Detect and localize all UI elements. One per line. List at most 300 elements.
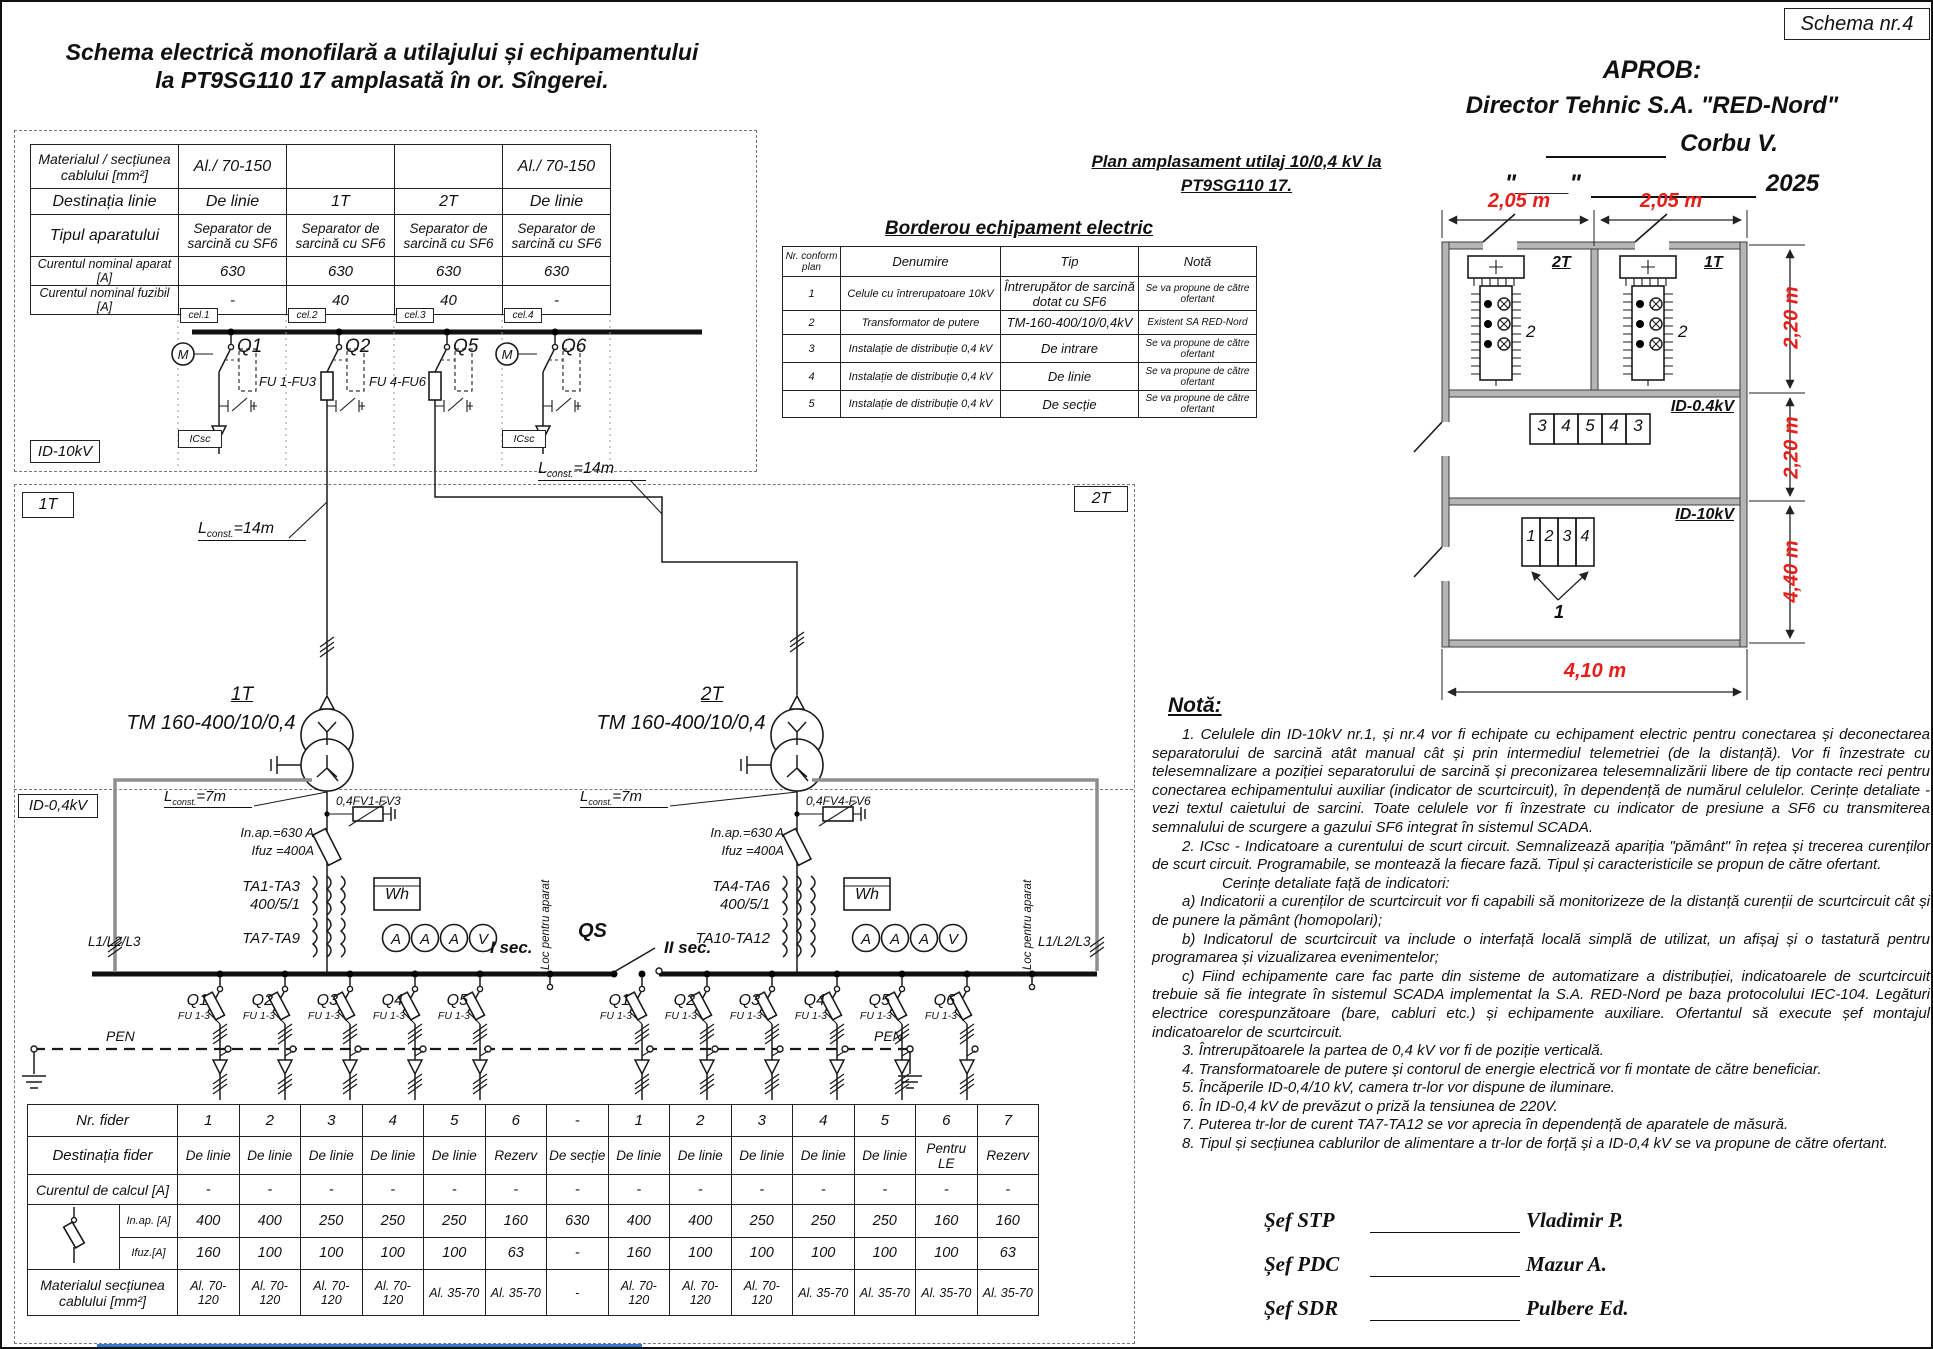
fider-cell: 160 <box>977 1205 1039 1238</box>
signature-role: Șef STP <box>1264 1208 1335 1232</box>
page-title-line2: la PT9SG110 17 amplasată în or. Sîngerei. <box>155 67 609 93</box>
feeder <box>333 971 361 1101</box>
cable-cell: Al./ 70-150 <box>503 145 611 189</box>
signature-name: Vladimir P. <box>1526 1208 1624 1232</box>
note-7: 7. Puterea tr-lor de curent TA7-TA12 se vor aprecia în dependență de aparatele de măsură. <box>1182 1116 1789 1134</box>
l-prefix: L <box>538 460 547 477</box>
feeder-fuse-label: FU 1-3 <box>242 1010 275 1022</box>
cable-cell: 630 <box>287 257 395 286</box>
pen-line <box>22 1046 922 1088</box>
fider-cell: - <box>362 1175 424 1205</box>
fider-cell: De linie <box>854 1137 916 1175</box>
ammeter-icon: A <box>889 931 901 948</box>
plan-header-line2: PT9SG110 17. <box>1180 176 1293 195</box>
fider-cell: Al. 35-70 <box>485 1270 547 1316</box>
signature-blank <box>1546 134 1666 158</box>
fider-cell: Al. 35-70 <box>793 1270 855 1316</box>
cable-cell <box>287 145 395 189</box>
note-8: 8. Tipul și secțiunea cablurilor de alimentare a tr-lor de forță și a ID-0,4 kV se va propune de către ofertant. <box>1182 1135 1888 1153</box>
fider-table <box>27 1104 1039 1316</box>
l-prefix: L <box>580 788 589 805</box>
fider-cell: 250 <box>301 1205 363 1238</box>
transformer-2t-name: 2T <box>700 684 724 705</box>
fider-cell: - <box>608 1175 670 1205</box>
plan-cell-digit: 1 <box>1526 528 1536 545</box>
plan-transformer-2t <box>1468 256 1524 386</box>
note-6: 6. În ID-0,4 kV de prevăzut o priză la tensiunea de 220V. <box>1182 1097 1558 1115</box>
fider-cell: De linie <box>608 1137 670 1175</box>
phases-label: L1/L2/L3 <box>88 934 141 949</box>
feeder-switch-label: Q4 <box>803 992 825 1009</box>
cable-cell: De linie <box>179 189 287 215</box>
fider-cell: - <box>854 1175 916 1205</box>
section-switch-label: QS <box>578 920 607 942</box>
fider-row-label: Destinația fider <box>28 1137 178 1175</box>
date-quotes: "____" <box>1504 170 1581 197</box>
spare-place-label: Loc pentru aparat <box>540 879 552 970</box>
bottom-accent-line <box>97 1344 642 1347</box>
fider-cell: - <box>547 1105 609 1137</box>
plan-transformer-tag: 2 <box>1526 322 1536 341</box>
motor-icon: M <box>177 347 189 362</box>
note-requirements: Cerințe detaliate față de indicatori: <box>1222 874 1450 892</box>
voltmeter-icon: V <box>477 931 489 948</box>
fider-cell: - <box>239 1175 301 1205</box>
note-c: c) Fiind echipamente care fac parte din sisteme de automatizare a distribuției, indicatoarele de scurtcircuit trebuie să fie integrate în sistemul SCADA implementat la S.A. RED-Nord pe baza protocolului IEC-104. Legături electrice corespunzătoare (bare, cabluri etc.) și echipamente auxiliare. Ofertantul să execute șef montajul indicatoarelor de scurtcircuit. <box>1152 967 1930 1041</box>
fider-cell: Al. 70-120 <box>239 1270 301 1316</box>
fider-cell: De linie <box>793 1137 855 1175</box>
ifuz-value: Ifuz =400A <box>721 843 784 858</box>
l-value: =14m <box>233 520 275 537</box>
signature-name: Mazur A. <box>1526 1252 1607 1276</box>
plan-room-2t: 2T <box>1552 254 1571 271</box>
fv-fuse-label: 0,4FV1-FV3 <box>336 794 401 808</box>
fider-cell: - <box>731 1175 793 1205</box>
plan-dim-room1: 2,20 m <box>1780 286 1803 349</box>
cable-cell: Al./ 70-150 <box>179 145 287 189</box>
borderou-cell: Se va propune de către ofertant <box>1139 391 1257 418</box>
fider-cell: 630 <box>547 1205 609 1238</box>
fider-cell: 7 <box>977 1105 1039 1137</box>
plan-dim-room3: 4,40 m <box>1780 540 1803 603</box>
l-sub: const. <box>588 797 613 807</box>
fider-cell: 63 <box>977 1237 1039 1270</box>
fider-cell: De linie <box>362 1137 424 1175</box>
cell-tag: cel.1 <box>180 308 218 323</box>
note-3: 3. Întrerupătoarele la partea de 0,4 kV vor fi de poziție verticală. <box>1182 1042 1604 1060</box>
feeder-fuse-label: FU 1-3 <box>177 1010 210 1022</box>
borderou-header: Denumire <box>841 247 1001 277</box>
fider-cell: 100 <box>301 1237 363 1270</box>
switch-label-q1: Q1 <box>237 336 263 357</box>
cable-cell: Separator de sarcină cu SF6 <box>395 215 503 257</box>
plan-transformer-tag: 2 <box>1678 322 1688 341</box>
fider-cell: - <box>301 1175 363 1205</box>
spare-place-label: Loc pentru aparat <box>1022 879 1034 970</box>
cable-row-label: Tipul aparatului <box>31 215 179 257</box>
cable-row-label: Materialul / secțiunea cablului [mm²] <box>31 145 179 189</box>
fuse-label-fu1-fu3: FU 1-FU3 <box>258 374 316 389</box>
cable-cell: - <box>503 286 611 315</box>
fider-cell: 6 <box>485 1105 547 1137</box>
fuse-label-fu4-fu6: FU 4-FU6 <box>368 374 426 389</box>
fider-cell: 100 <box>731 1237 793 1270</box>
fider-cell: - <box>670 1175 732 1205</box>
feeder <box>268 971 296 1101</box>
transformer-1t-name: 1T <box>230 684 254 705</box>
ammeter-icon: A <box>918 931 930 948</box>
section-label-1t: 1T <box>22 492 74 518</box>
plan-cell-digit: 4 <box>1609 416 1619 435</box>
feeder-fuse-label: FU 1-3 <box>307 1010 340 1022</box>
ammeter-icon: A <box>448 931 460 948</box>
fider-cell: De linie <box>301 1137 363 1175</box>
borderou-header: Notă <box>1139 247 1257 277</box>
switch-label-q5: Q5 <box>453 336 479 357</box>
cable-row-label: Destinația linie <box>31 189 179 215</box>
switch-label-q2: Q2 <box>345 336 371 357</box>
cable-table <box>30 144 611 315</box>
fider-cell: 100 <box>362 1237 424 1270</box>
borderou-cell: Instalație de distribuție 0,4 kV <box>841 391 1001 418</box>
busbar-section-1-label: I sec. <box>490 938 533 957</box>
ammeter-icon: A <box>860 931 872 948</box>
fider-cell: Al. 35-70 <box>424 1270 486 1316</box>
cable-cell: Separator de sarcină cu SF6 <box>503 215 611 257</box>
fider-cell: 400 <box>178 1205 240 1238</box>
inap-value: In.ap.=630 A <box>710 825 784 840</box>
borderou-cell: Se va propune de către ofertant <box>1139 277 1257 311</box>
feeder-switch-label: Q5 <box>446 992 468 1009</box>
cable-row-label: Curentul nominal fuzibil [A] <box>31 286 179 315</box>
approval-role: Director Tehnic S.A. "RED-Nord" <box>1465 92 1839 119</box>
borderou-cell: Existent SA RED-Nord <box>1139 311 1257 335</box>
cable-cell: - <box>179 286 287 315</box>
borderou-cell: 1 <box>783 277 841 311</box>
borderou-header: Tip <box>1001 247 1139 277</box>
plan-cell-digit: 3 <box>1633 416 1643 435</box>
l-value: =14m <box>573 460 615 477</box>
fider-cell: 6 <box>916 1105 978 1137</box>
note-2: 2. ICsc - Indicatoare a curentului de scurt circuit. Semnalizează apariția "pământ" în rețea și trecerea curenților de scurt circuit. Programabile, se montează la fiecare fază. Tipul și caracteristicile se propun de către ofertant. <box>1152 837 1930 874</box>
fider-cell: 5 <box>854 1105 916 1137</box>
feeder <box>203 971 231 1101</box>
fider-cell: 1 <box>178 1105 240 1137</box>
fider-cell: Rezerv <box>485 1137 547 1175</box>
cable-cell: 630 <box>179 257 287 286</box>
cable-cell: Separator de sarcină cu SF6 <box>287 215 395 257</box>
fider-row-label: Nr. fider <box>28 1105 178 1137</box>
ct-label-ta1-ta3: TA1-TA3 <box>242 878 300 895</box>
feeder-switch-label: Q4 <box>381 992 403 1009</box>
section-label-id10kv: ID-10kV <box>30 440 100 463</box>
fider-cell: 160 <box>485 1205 547 1238</box>
borderou-cell: Instalație de distribuție 0,4 kV <box>841 363 1001 391</box>
feeder <box>398 971 426 1101</box>
fider-cell: 100 <box>239 1237 301 1270</box>
fider-cell: 2 <box>239 1105 301 1137</box>
note-a: a) Indicatorii a curenților de scurtcircuit vor fi capabili să monitorizeze de la distanță curenții de scurtcircuit cât și de punere la pământ (homopolari); <box>1152 893 1930 929</box>
fider-cell: 400 <box>608 1205 670 1238</box>
fider-cell: 250 <box>731 1205 793 1238</box>
fider-cell: - <box>547 1270 609 1316</box>
signature-block <box>1264 1208 1744 1340</box>
fider-row-label: Ifuz.[A] <box>120 1237 178 1270</box>
fider-row-label: Materialul secțiunea cablului [mm²] <box>28 1270 178 1316</box>
signature-line <box>1370 1212 1520 1233</box>
borderou-header: Nr. conform plan <box>783 247 841 277</box>
feeder-switch-label: Q1 <box>608 992 630 1009</box>
fider-cell: 400 <box>670 1205 732 1238</box>
floor-plan <box>1414 210 1805 700</box>
feeder <box>463 971 491 1101</box>
fider-cell: Al. 70-120 <box>608 1270 670 1316</box>
signature-line <box>1370 1300 1520 1321</box>
section-label-id04kv: ID-0,4kV <box>18 794 98 818</box>
cable-cell: De linie <box>503 189 611 215</box>
borderou-cell: Se va propune de către ofertant <box>1139 335 1257 363</box>
cable-length-label <box>538 460 646 481</box>
fider-cell: Al. 70-120 <box>362 1270 424 1316</box>
fider-cell: Al. 35-70 <box>854 1270 916 1316</box>
fider-cell: Al. 70-120 <box>731 1270 793 1316</box>
plan-dim-room2: 2,20 m <box>1780 416 1803 479</box>
borderou-cell: Instalație de distribuție 0,4 kV <box>841 335 1001 363</box>
fider-cell: - <box>793 1175 855 1205</box>
fider-cell: 100 <box>793 1237 855 1270</box>
l-value: =7m <box>196 788 226 805</box>
cable-cell: 2T <box>395 189 503 215</box>
note-5: 5. Încăperile ID-0,4/10 kV, camera tr-lor vor dispune de iluminare. <box>1182 1079 1615 1097</box>
icsc-indicator: ICsc <box>178 430 222 448</box>
fider-cell: 250 <box>424 1205 486 1238</box>
plan-cell-digit: 2 <box>1544 528 1554 545</box>
ammeter-icon: A <box>419 931 431 948</box>
transformer-1t-type: TM 160-400/10/0,4 <box>126 712 296 734</box>
ct-label-ta10-ta12: TA10-TA12 <box>695 930 770 947</box>
fider-cell: 4 <box>362 1105 424 1137</box>
cable-length-label <box>580 788 668 808</box>
notes-title: Notă: <box>1168 694 1222 717</box>
fider-cell: 100 <box>424 1237 486 1270</box>
page-title-line1: Schema electrică monofilară a utilajului și echipamentului <box>65 39 699 65</box>
feeder-fuse-label: FU 1-3 <box>437 1010 470 1022</box>
borderou-cell: TM-160-400/10/0,4kV <box>1001 311 1139 335</box>
plan-room-10kv: ID-10kV <box>1675 506 1734 523</box>
fider-cell: - <box>424 1175 486 1205</box>
cable-cell: 630 <box>395 257 503 286</box>
feeders <box>203 971 978 1101</box>
notes-block <box>1152 694 1930 1154</box>
fider-cell: 3 <box>731 1105 793 1137</box>
fider-cell: Rezerv <box>977 1137 1039 1175</box>
pen-label: PEN <box>874 1028 903 1044</box>
input-chain-2t <box>783 802 967 957</box>
fider-cell: 2 <box>670 1105 732 1137</box>
fider-cell: De linie <box>731 1137 793 1175</box>
plan-transformer-1t <box>1620 256 1676 386</box>
l-prefix: L <box>198 520 207 537</box>
feeder-switch-label: Q3 <box>316 992 338 1009</box>
fider-cell: 160 <box>608 1237 670 1270</box>
feeder <box>950 971 978 1101</box>
fider-cell: Al. 70-120 <box>301 1270 363 1316</box>
borderou-cell: 2 <box>783 311 841 335</box>
fider-cell: 400 <box>239 1205 301 1238</box>
fider-cell: 4 <box>793 1105 855 1137</box>
borderou-cell: Întrerupător de sarcină dotat cu SF6 <box>1001 277 1139 311</box>
l-value: =7m <box>612 788 642 805</box>
section-label-2t: 2T <box>1074 486 1128 512</box>
ct-ratio: 400/5/1 <box>719 896 770 913</box>
phases-label: L1/L2/L3 <box>1038 934 1091 949</box>
feeder-switch-label: Q2 <box>673 992 695 1009</box>
cable-length-label <box>164 788 252 808</box>
feeder <box>690 971 718 1101</box>
fider-cell: - <box>977 1175 1039 1205</box>
signature-line <box>1370 1256 1520 1277</box>
voltmeter-icon: V <box>947 931 959 948</box>
busbar-04kv <box>92 948 1097 990</box>
signature-name: Pulbere Ed. <box>1526 1296 1629 1320</box>
cable-length-label <box>198 520 306 541</box>
feeder-switch-label: Q1 <box>186 992 208 1009</box>
busbar-section-2-label: II sec. <box>664 938 712 957</box>
plan-dim-top-right: 2,05 m <box>1639 190 1703 212</box>
feeder-switch-label: Q6 <box>933 992 955 1009</box>
cell-tag: cel.3 <box>396 308 434 323</box>
borderou-cell: 3 <box>783 335 841 363</box>
ct-label-ta4-ta6: TA4-TA6 <box>712 878 770 895</box>
feeder-fuse-label: FU 1-3 <box>794 1010 827 1022</box>
fider-cell: 250 <box>793 1205 855 1238</box>
fider-cell: Pentru LE <box>916 1137 978 1175</box>
fider-cell: 3 <box>301 1105 363 1137</box>
fider-cell: De linie <box>670 1137 732 1175</box>
transformer-2t-type: TM 160-400/10/0,4 <box>596 712 766 734</box>
fider-cell: 100 <box>670 1237 732 1270</box>
feeder-fuse-label: FU 1-3 <box>859 1010 892 1022</box>
fider-cell: De secție <box>547 1137 609 1175</box>
apparatus-current-label <box>214 824 314 860</box>
ct-ratio: 400/5/1 <box>249 896 300 913</box>
fider-cell: 250 <box>362 1205 424 1238</box>
fuse-symbol-icon <box>49 1205 99 1265</box>
cable-cell: Separator de sarcină cu SF6 <box>179 215 287 257</box>
cell-tag: cel.2 <box>288 308 326 323</box>
fider-cell: Al. 35-70 <box>977 1270 1039 1316</box>
feeder-switch-label: Q2 <box>251 992 273 1009</box>
motor-icon: M <box>501 347 513 362</box>
approval-name: Corbu V. <box>1680 130 1778 157</box>
l-sub: const. <box>172 797 197 807</box>
fider-cell: 160 <box>178 1237 240 1270</box>
approval-signature-line <box>1452 130 1872 158</box>
cable-row-label: Curentul nominal aparat [A] <box>31 257 179 286</box>
borderou-cell: De secție <box>1001 391 1139 418</box>
note-1: 1. Celulele din ID-10kV nr.1, și nr.4 vor fi echipate cu echipament electric pentru conectarea și deconectarea separatorului de sarcină atât manual cât și prin intermediul telemetriei (de la distanță). Vor fi înzestrate cu telesemnalizare a poziției separatorului de sarcină și preconizarea telesemnalizării libere de tip contacte reci pentru conectarea echipamentului auxiliar (indicator de scurtcircuit), în dependență de numărul celulelor. Cerințe detaliate - vezi textul caietului de sarcini. Toate celulele vor fi înzestrate cu indicator de presiune a SF6 cu transmiterea semnalului de scurgere a gazului SF6 integrat în sistemul SCADA. <box>1152 726 1930 836</box>
feeder-fuse-label: FU 1-3 <box>729 1010 762 1022</box>
energy-meter: Wh <box>385 886 409 903</box>
feeder-fuse-label: FU 1-3 <box>372 1010 405 1022</box>
plan-cells-04-digits <box>1530 416 1650 436</box>
cable-cell: 1T <box>287 189 395 215</box>
fider-cell: 100 <box>916 1237 978 1270</box>
page-title <box>32 38 732 94</box>
borderou-cell: Celule cu întrerupatoare 10kV <box>841 277 1001 311</box>
borderou-cell: 5 <box>783 391 841 418</box>
feeder <box>755 971 783 1101</box>
plan-room-04kv: ID-0.4kV <box>1670 398 1734 415</box>
plan-cell-digit: 4 <box>1580 528 1590 545</box>
plan-room-1t: 1T <box>1704 254 1723 271</box>
feeder-fuse-label: FU 1-3 <box>664 1010 697 1022</box>
energy-meter: Wh <box>855 886 879 903</box>
signature-row <box>1264 1252 1744 1277</box>
signature-row <box>1264 1296 1744 1321</box>
plan-header-line1: Plan amplasament utilaj 10/0,4 kV la <box>1091 152 1382 171</box>
borderou-cell: De linie <box>1001 363 1139 391</box>
pen-label: PEN <box>106 1028 135 1044</box>
feeder-switch-label: Q5 <box>868 992 890 1009</box>
feeder <box>820 971 848 1101</box>
approval-year: 2025 <box>1765 170 1820 197</box>
signature-row <box>1264 1208 1744 1233</box>
cell-tag: cel.4 <box>504 308 542 323</box>
borderou-cell: 4 <box>783 363 841 391</box>
fider-cell: - <box>916 1175 978 1205</box>
cable-cell: 630 <box>503 257 611 286</box>
fider-cell: De linie <box>239 1137 301 1175</box>
input-chain-1t <box>313 802 497 957</box>
signature-role: Șef PDC <box>1264 1252 1340 1276</box>
feeder-fuse-label: FU 1-3 <box>599 1010 632 1022</box>
switch-label-q6: Q6 <box>561 336 587 357</box>
plan-cell-digit: 3 <box>1537 416 1547 435</box>
fv-fuse-label: 0,4FV4-FV6 <box>806 794 871 808</box>
plan-cell-digit: 3 <box>1562 528 1572 545</box>
fider-cell: 100 <box>854 1237 916 1270</box>
fider-cell: 160 <box>916 1205 978 1238</box>
signature-role: Șef SDR <box>1264 1296 1339 1320</box>
borderou-cell: De intrare <box>1001 335 1139 363</box>
borderou-table <box>782 246 1257 418</box>
ammeter-icon: A <box>390 931 402 948</box>
fider-cell: Al. 70-120 <box>178 1270 240 1316</box>
plan-cells-10-digits <box>1522 528 1594 546</box>
fider-cell: 1 <box>608 1105 670 1137</box>
l-sub: const. <box>206 529 234 541</box>
fider-cell: - <box>547 1237 609 1270</box>
fider-row-label: In.ap. [A] <box>120 1205 178 1238</box>
fider-cell: - <box>178 1175 240 1205</box>
borderou-cell: Transformator de putere <box>841 311 1001 335</box>
fider-cell: De linie <box>178 1137 240 1175</box>
fider-cell: Al. 35-70 <box>916 1270 978 1316</box>
cable-cell <box>395 145 503 189</box>
schema-number-badge: Schema nr.4 <box>1784 8 1930 40</box>
cell-q5 <box>429 329 804 696</box>
plan-cell-digit: 4 <box>1561 416 1571 435</box>
fider-cell: 63 <box>485 1237 547 1270</box>
cable-cell: 40 <box>395 286 503 315</box>
fider-row-label: Curentul de calcul [A] <box>28 1175 178 1205</box>
fuse-symbol-cell <box>28 1205 120 1270</box>
feeder-fuse-label: FU 1-3 <box>924 1010 957 1022</box>
fider-cell: - <box>485 1175 547 1205</box>
ifuz-value: Ifuz =400A <box>251 843 314 858</box>
ct-label-ta7-ta9: TA7-TA9 <box>242 930 300 947</box>
